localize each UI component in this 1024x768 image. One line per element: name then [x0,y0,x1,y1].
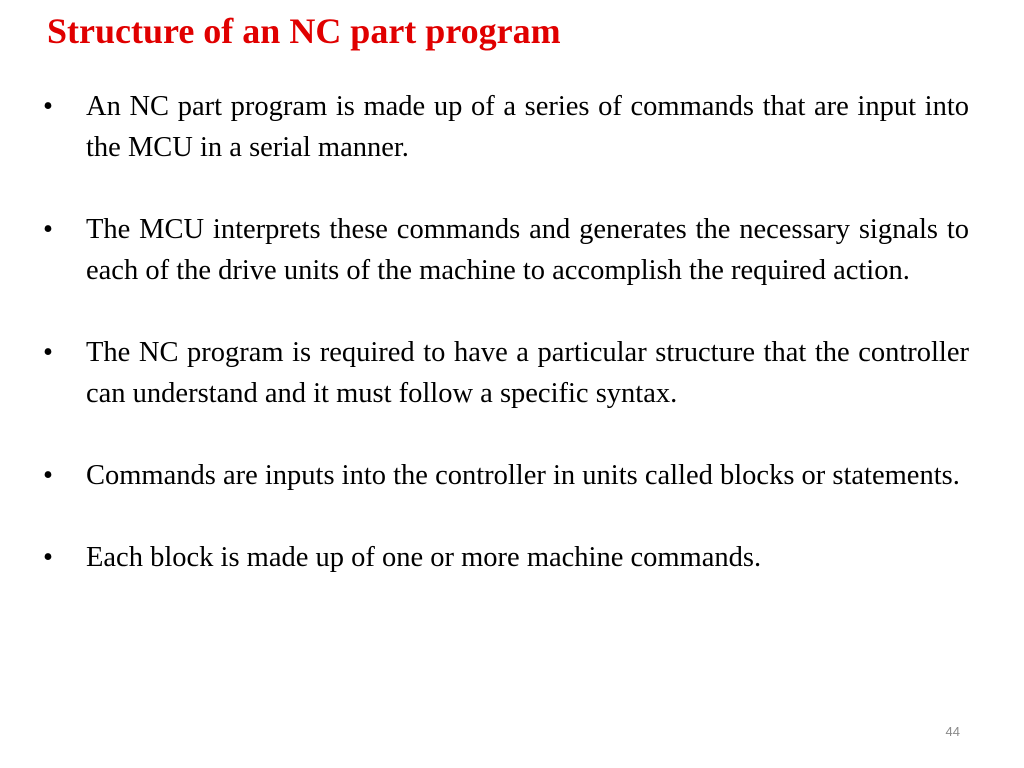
bullet-item [43,209,969,291]
bullet-item [43,537,969,578]
bullet-list [43,86,969,578]
slide-title: Structure of an NC part program [47,11,561,51]
bullet-icon: • [43,460,53,491]
bullet-icon: • [43,91,53,122]
bullet-icon: • [43,214,53,245]
bullet-item [43,86,969,168]
page-number: 44 [945,724,960,739]
bullet-item [43,455,969,496]
bullet-icon: • [43,337,53,368]
bullet-text: An NC part program is made up of a series of commands that are input into the MCU in a serial manner. [86,91,969,163]
bullet-text: The NC program is required to have a particular structure that the controller can understand and it must follow a specific syntax. [86,337,969,409]
bullet-item [43,332,969,414]
bullet-text: The MCU interprets these commands and generates the necessary signals to each of the drive units of the machine to accomplish the required action. [86,214,969,286]
bullet-text: Each block is made up of one or more machine commands. [86,542,762,573]
bullet-text: Commands are inputs into the controller in units called blocks or statements. [86,460,960,491]
bullet-icon: • [43,542,53,573]
